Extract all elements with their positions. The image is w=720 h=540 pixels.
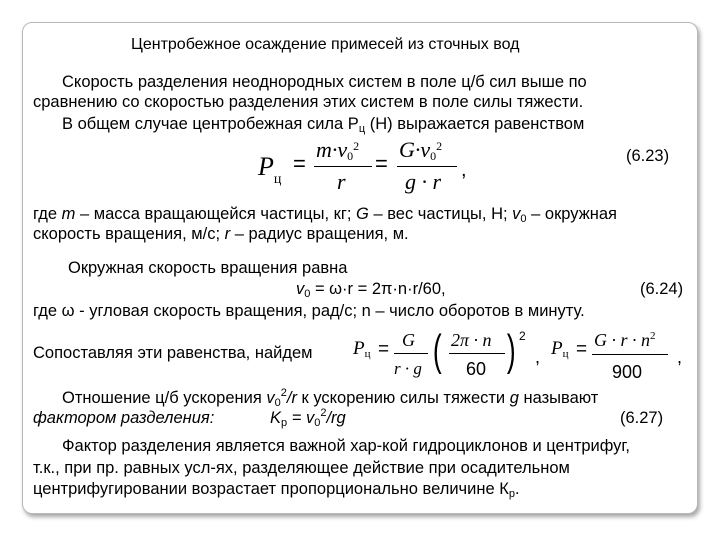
eq-p2: $P_ц$ — [551, 338, 569, 360]
eq-inner-den: 60 — [466, 359, 487, 379]
eq623-num1: $m\cdot v_0^2$ — [316, 137, 360, 163]
para2-line1: где m – масса вращающейся частицы, кг; G – вес частицы, Н; $v_0$ – окружная — [33, 205, 617, 225]
para2-line2: скорость вращения, м/с; r – радиус вращения, м. — [33, 225, 409, 243]
para5-kp-formula: $K_p = v_0^2/rg$ — [270, 407, 346, 429]
eq-inner-bar — [449, 353, 505, 354]
eq-p: $P_ц$ — [353, 338, 371, 360]
eq623-number: (6.23) — [626, 147, 670, 165]
eq623-eq2: = — [375, 151, 388, 176]
eq-g-bar — [394, 353, 428, 354]
eq-eq2: = — [576, 339, 588, 360]
para5-line1: Отношение ц/б ускорения $v_0^2/r$ к ускорению силы тяжести g называют — [62, 387, 599, 409]
eq623-lhs: $P_ц$ — [258, 152, 282, 187]
para1-line3: В общем случае центробежная сила $Р_ц$ (Н) выражается равенством — [62, 115, 585, 135]
eq623-num2: $G\cdot v_0^2$ — [399, 137, 443, 163]
eq-g-num: G — [402, 330, 415, 350]
eq-paren-right: ) — [506, 326, 516, 375]
eq623-bar1 — [314, 166, 372, 167]
eq-inner-num: 2π · n — [451, 330, 492, 350]
para1-line2: сравнению со скоростью разделения этих систем в поле силы тяжести. — [33, 93, 584, 111]
eq623-den1: r — [337, 169, 346, 194]
page-title: Центробежное осаждение примесей из сточных вод — [131, 36, 520, 53]
para3-number: (6.24) — [640, 280, 684, 298]
eq623-eq1: = — [293, 151, 306, 176]
para6-line3: центрифугировании возрастает пропорционально величине $К_р$. — [33, 480, 520, 500]
para3-line1: Окружная скорость вращения равна — [68, 259, 348, 277]
eq-comma: , — [535, 347, 541, 367]
eq623-bar2 — [397, 166, 457, 167]
eq-square: 2 — [519, 329, 526, 343]
eq623-comma: , — [461, 159, 467, 181]
para1-line1: Скорость разделения неоднородных систем в поле ц/б сил выше по — [62, 73, 587, 91]
eq-num2: $G \cdot r \cdot n^2$ — [594, 330, 656, 350]
para3-line3: где ω - угловая скорость вращения, рад/с; n – число оборотов в минуту. — [33, 302, 585, 320]
para6-line1: Фактор разделения является важной хар-кой гидроциклонов и центрифуг, — [62, 437, 630, 455]
eq-comma2: , — [677, 347, 683, 367]
eq623-den2: g · r — [405, 169, 442, 194]
para6-line2: т.к., при пр. равных усл-ях, разделяющее действие при осадительном — [33, 459, 570, 477]
para4-text: Сопоставляя эти равенства, найдем — [33, 344, 313, 362]
para3-equation: $v_0 = \omega\cdot r = 2\pi\cdot n\cdot r/60$, — [296, 280, 446, 300]
eq-den2: 900 — [612, 362, 643, 382]
para5-line2: фактором разделения: — [33, 409, 215, 427]
para5-number: (6.27) — [620, 409, 664, 427]
eq-g-den: r · g — [394, 359, 422, 378]
eq-paren-left: ( — [432, 326, 442, 375]
eq-eq: = — [378, 339, 390, 360]
eq-bar2 — [592, 354, 668, 355]
